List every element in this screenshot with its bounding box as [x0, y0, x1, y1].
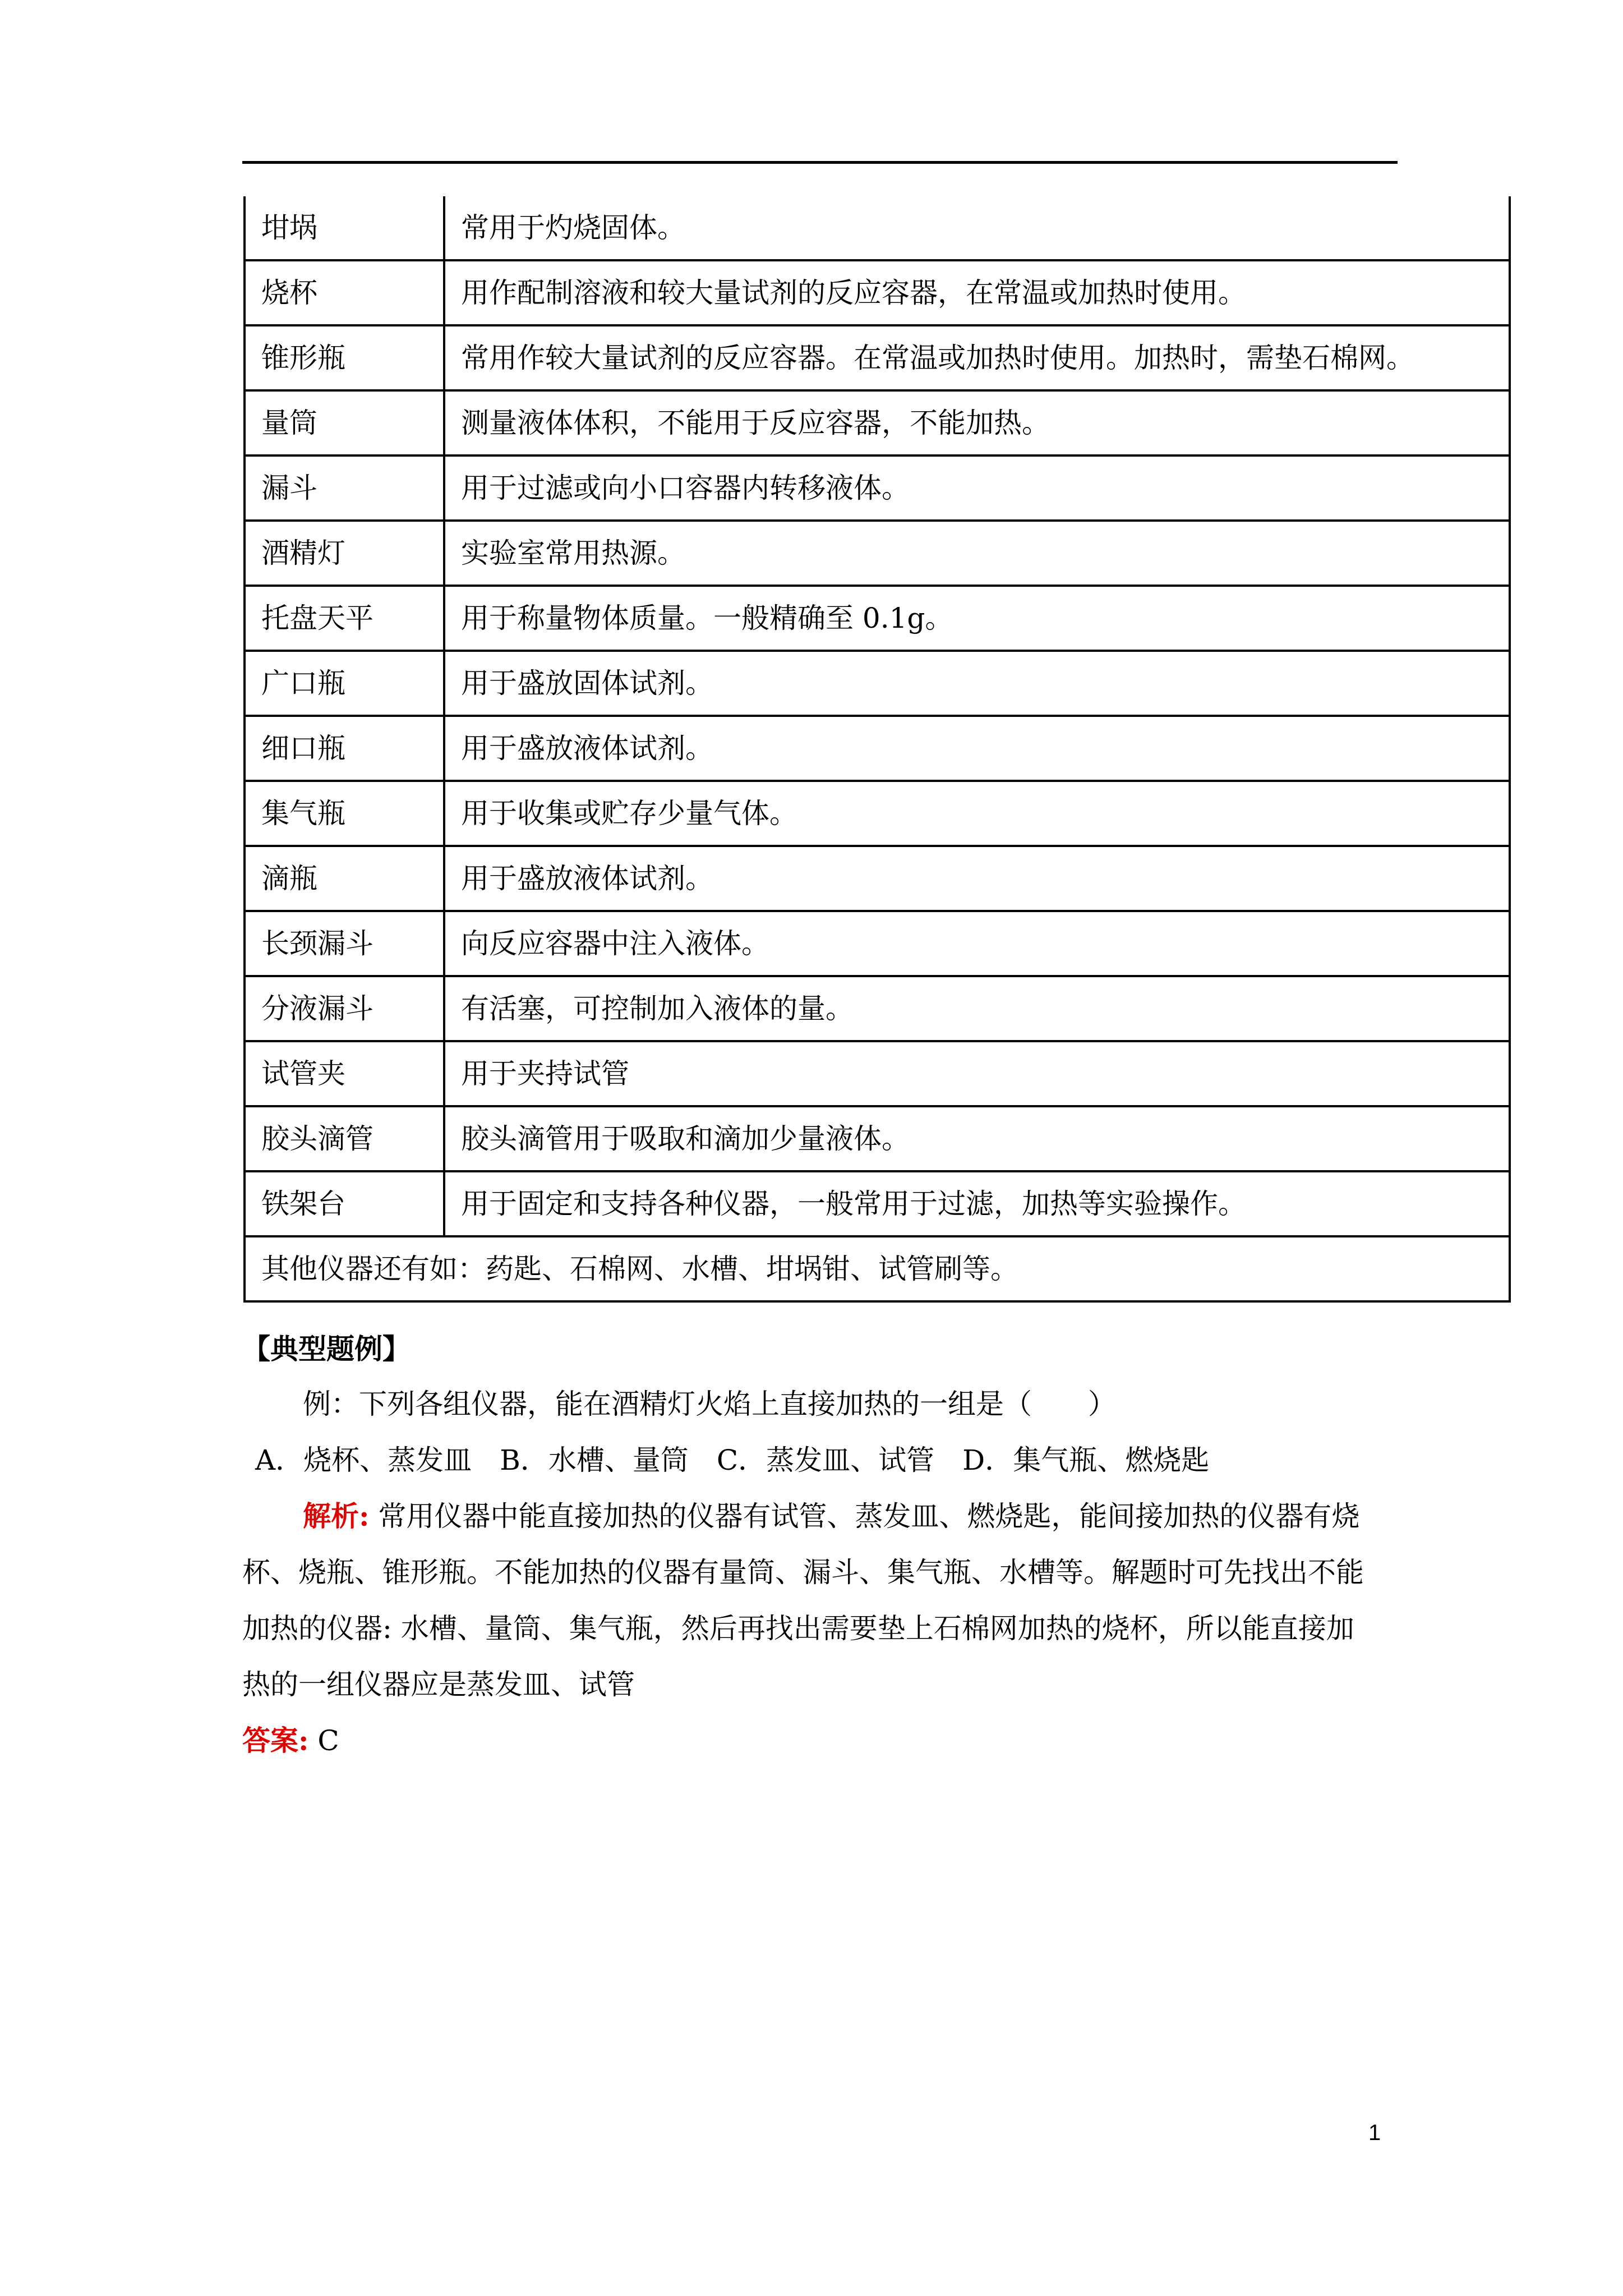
table-footer-note: 其他仪器还有如：药匙、石棉网、水槽、坩埚钳、试管刷等。 [245, 1236, 1510, 1301]
analysis-line-3: 加热的仪器: 水槽、量筒、集气瓶，然后再找出需要垫上石棉网加热的烧杯，所以能直接加 [242, 1612, 1354, 1645]
instrument-name: 锥形瓶 [245, 325, 444, 390]
analysis-line-2: 杯、烧瓶、锥形瓶。不能加热的仪器有量筒、漏斗、集气瓶、水槽等。解题时可先找出不能 [242, 1556, 1364, 1589]
instrument-name: 量筒 [245, 390, 444, 455]
table-row [245, 651, 1510, 716]
table-row [245, 586, 1510, 651]
table-row [245, 1171, 1510, 1236]
header-rule [242, 161, 1398, 164]
instrument-description: 有活塞，可控制加入液体的量。 [444, 976, 1510, 1041]
example-heading: 【典型题例】 [242, 1332, 411, 1365]
answer-value: C [317, 1724, 339, 1757]
instrument-name: 坩埚 [245, 196, 444, 260]
instrument-description: 用于过滤或向小口容器内转移液体。 [444, 455, 1510, 521]
instrument-description: 用于称量物体质量。一般精确至 0.1g。 [444, 586, 1510, 651]
answer-label: 答案: [242, 1724, 309, 1757]
instrument-name: 胶头滴管 [245, 1106, 444, 1171]
table-row [245, 846, 1510, 911]
instrument-name: 酒精灯 [245, 521, 444, 586]
instrument-name: 分液漏斗 [245, 976, 444, 1041]
table-row [245, 260, 1510, 325]
instrument-name: 广口瓶 [245, 651, 444, 716]
instrument-name: 试管夹 [245, 1041, 444, 1106]
instrument-table [243, 196, 1511, 1303]
page-number: 1 [1368, 2120, 1381, 2145]
instrument-description: 用于收集或贮存少量气体。 [444, 781, 1510, 846]
analysis-line-4: 热的一组仪器应是蒸发皿、试管 [242, 1668, 635, 1701]
table-row [245, 325, 1510, 390]
analysis-text: 常用仪器中能直接加热的仪器有试管、蒸发皿、燃烧匙，能间接加热的仪器有烧 [378, 1500, 1360, 1533]
instrument-name: 铁架台 [245, 1171, 444, 1236]
instrument-name: 集气瓶 [245, 781, 444, 846]
instrument-description: 常用于灼烧固体。 [444, 196, 1510, 260]
table-row [245, 716, 1510, 781]
instrument-description: 用于盛放固体试剂。 [444, 651, 1510, 716]
instrument-description: 测量液体体积，不能用于反应容器，不能加热。 [444, 390, 1510, 455]
table-row [245, 1106, 1510, 1171]
instrument-description: 用于盛放液体试剂。 [444, 846, 1510, 911]
instrument-name: 烧杯 [245, 260, 444, 325]
instrument-name: 滴瓶 [245, 846, 444, 911]
table-row [245, 1041, 1510, 1106]
table-row [245, 196, 1510, 260]
table-row [245, 455, 1510, 521]
instrument-description: 常用作较大量试剂的反应容器。在常温或加热时使用。加热时，需垫石棉网。 [444, 325, 1510, 390]
instrument-description: 向反应容器中注入液体。 [444, 911, 1510, 976]
instrument-description: 胶头滴管用于吸取和滴加少量液体。 [444, 1106, 1510, 1171]
instrument-description: 用于固定和支持各种仪器，一般常用于过滤，加热等实验操作。 [444, 1171, 1510, 1236]
instrument-description: 用于盛放液体试剂。 [444, 716, 1510, 781]
table-row [245, 521, 1510, 586]
instrument-name: 漏斗 [245, 455, 444, 521]
table-row [245, 976, 1510, 1041]
instrument-description: 用作配制溶液和较大量试剂的反应容器，在常温或加热时使用。 [444, 260, 1510, 325]
example-options: A．烧杯、蒸发皿 B．水槽、量筒 C．蒸发皿、试管 D．集气瓶、燃烧匙 [255, 1444, 1210, 1476]
example-question: 例：下列各组仪器，能在酒精灯火焰上直接加热的一组是（ ） [303, 1388, 1116, 1420]
instrument-name: 托盘天平 [245, 586, 444, 651]
answer-line [242, 1724, 1398, 1757]
table-row [245, 911, 1510, 976]
analysis-line-1 [303, 1499, 1458, 1533]
table-footer-row [245, 1236, 1510, 1301]
instrument-description: 实验室常用热源。 [444, 521, 1510, 586]
instrument-name: 长颈漏斗 [245, 911, 444, 976]
analysis-label: 解析: [303, 1499, 370, 1533]
table-row [245, 390, 1510, 455]
instrument-name: 细口瓶 [245, 716, 444, 781]
table-row [245, 781, 1510, 846]
instrument-description: 用于夹持试管 [444, 1041, 1510, 1106]
